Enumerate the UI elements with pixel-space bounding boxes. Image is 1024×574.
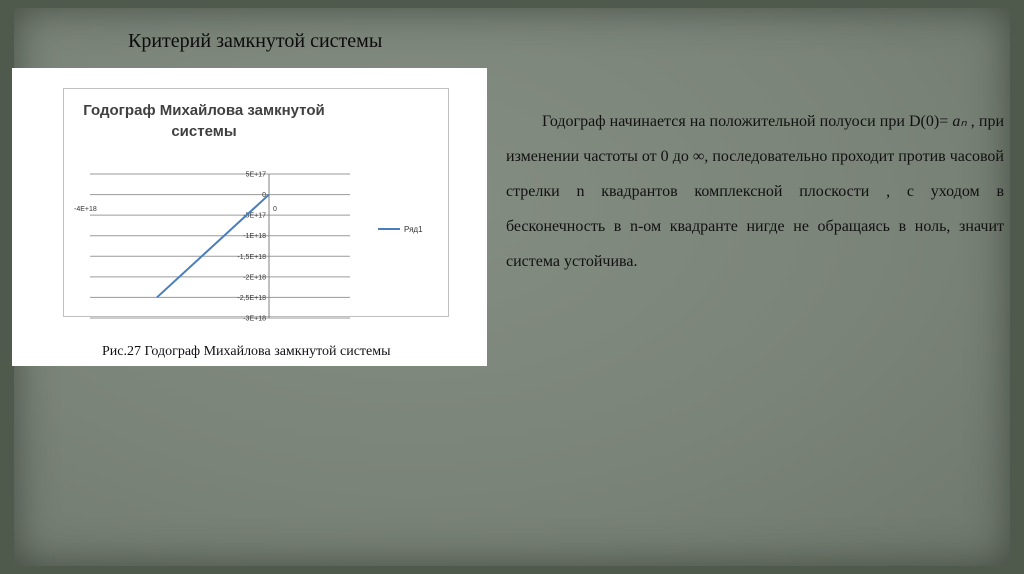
body-text-part1: Годограф начинается на положительной полуоси при D(0)= <box>542 113 949 130</box>
chart-frame <box>63 88 449 323</box>
chart-title-line: системы <box>171 123 237 140</box>
y-tick-label: 0 <box>262 192 266 200</box>
legend-label: Ряд1 <box>404 225 423 234</box>
chart-title-line: Годограф Михайлова замкнутой <box>83 102 325 119</box>
y-tick-label: 5E+17 <box>245 171 266 179</box>
y-tick-label: -2,5E+18 <box>237 294 266 302</box>
math-symbol-an: aₙ <box>952 113 967 130</box>
slide-title: Критерий замкнутой системы <box>128 30 383 52</box>
y-tick-label: -1,5E+18 <box>237 253 266 261</box>
x-tick-label: 0 <box>273 206 277 214</box>
chart-legend <box>378 225 423 234</box>
body-text-part2: , при изменении частоты от 0 до ∞, последовательно проходит против часовой стрелки n квадрантов комплексной плоскости , с уходом в бесконечность в n-ом квадранте нигде не обращаясь в ноль, значит система устойчива. <box>506 113 1005 270</box>
chart-grid <box>90 171 350 318</box>
y-tick-label: -2E+18 <box>243 274 266 282</box>
figure-caption: Рис.27 Годограф Михайлова замкнутой системы <box>102 344 391 359</box>
body-paragraph <box>506 104 1004 279</box>
chart-title <box>83 102 324 140</box>
x-tick-label: -4E+18 <box>74 206 97 214</box>
y-tick-label: -5E+17 <box>243 212 266 220</box>
chart-series <box>157 195 269 298</box>
series-line <box>157 195 269 298</box>
y-tick-label: -3E+18 <box>243 315 266 323</box>
hodograph-chart <box>64 89 448 323</box>
figure-panel <box>12 68 487 366</box>
y-tick-label: -1E+18 <box>243 233 266 241</box>
